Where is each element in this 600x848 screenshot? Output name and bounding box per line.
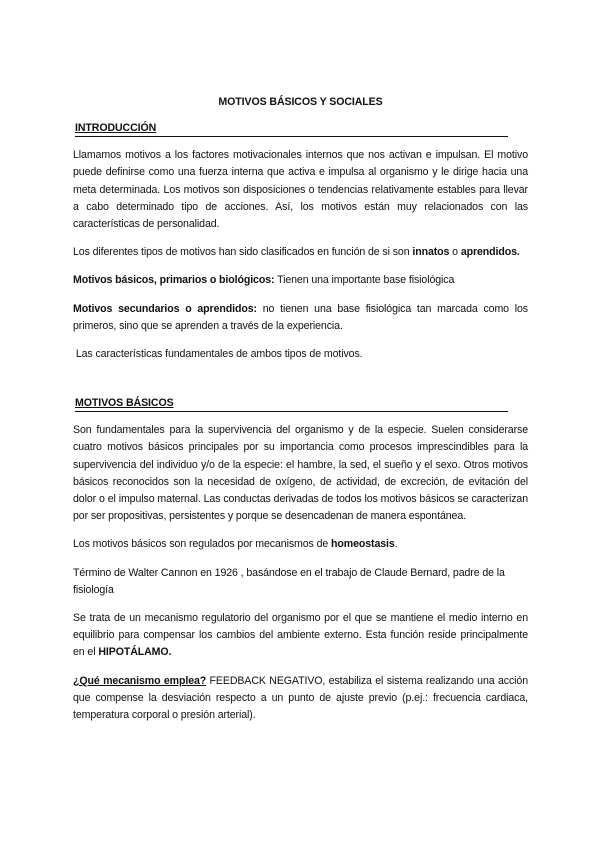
paragraph-intro-definition: Llamamos motivos a los factores motivacionales internos que nos activan e impulsan. El motivo puede definirse como una fuerza interna que activa e impulsa al organismo y le dirige hacia una meta determinada. Los motivos son disposiciones o tendencias relativamente estables para llevar a cabo determinado tipo de acciones. Así, los motivos están muy relacionados con las características de personalidad.	[73, 149, 528, 231]
text-run: Se trata de un mecanismo regulatorio del organismo por el que se mantiene el medio interno en equilibrio para compensar los cambios del ambiente externo. Esta función reside principalmente en el	[73, 612, 528, 659]
text-run: .	[394, 538, 398, 551]
text-run: Los diferentes tipos de motivos han sido clasificados en función de si son	[73, 246, 413, 259]
text-run: Los motivos básicos son regulados por mecanismos de	[73, 538, 332, 551]
paragraph-motivos-secundarios-def	[73, 301, 528, 335]
text-run: no tienen una base fisiológica tan marcada como los primeros, sino que se aprenden a través de la experiencia.	[73, 302, 528, 332]
paragraph-mecanismo-regulatorio	[73, 610, 528, 662]
paragraph-feedback	[73, 673, 528, 725]
document-body	[73, 94, 528, 735]
section-heading-introduccion	[75, 121, 508, 137]
paragraph-classification	[73, 244, 528, 261]
section-heading-motivos-basicos	[75, 396, 508, 412]
spacer	[73, 374, 528, 396]
paragraph-caracteristicas: Las características fundamentales de ambos tipos de motivos.	[73, 348, 363, 361]
term-homeostasis: homeostasis	[331, 538, 395, 551]
question-mecanismo: ¿Qué mecanismo emplea?	[73, 674, 207, 687]
paragraph-cannon: Término de Walter Cannon en 1926 , basándose en el trabajo de Claude Bernard, padre de la fisiología	[73, 566, 505, 596]
term-innatos: innatos	[412, 246, 450, 259]
text-run: o	[449, 246, 461, 259]
term-hipotalamo: HIPOTÁLAMO.	[98, 646, 172, 659]
text-run: Tienen una importante base fisiológica	[274, 274, 455, 287]
term-motivos-secundarios: Motivos secundarios o aprendidos:	[73, 302, 257, 315]
text-run: FEEDBACK NEGATIVO, estabiliza el sistema realizando una acción que compense la desviación respecto a un punto de ajuste previo (p.ej.: frecuencia cardiaca, temperatura corporal o presión arterial).	[73, 674, 528, 722]
paragraph-motivos-basicos-def	[73, 272, 528, 289]
paragraph-homeostasis	[73, 536, 528, 553]
term-aprendidos: aprendidos.	[460, 246, 520, 259]
term-motivos-basicos: Motivos básicos, primarios o biológicos:	[73, 274, 275, 287]
section-heading-text: MOTIVOS BÁSICOS	[75, 397, 174, 410]
paragraph-basicos-description: Son fundamentales para la supervivencia del organismo y de la especie. Suelen considerarse cuatro motivos básicos principales por su importancia como procesos imprescindibles para la supervivencia del individuo y/o de la especie: el hambre, la sed, el sueño y el sexo. Otros motivos básicos reconocidos son la necesidad de oxígeno, de actividad, de excreción, de evitación del dolor o el impulso maternal. Las conductas derivadas de todos los motivos básicos se caracterizan por ser propositivas, persistentes y porque se desencadenan de manera espontánea.	[73, 424, 528, 523]
document-title: MOTIVOS BÁSICOS Y SOCIALES	[218, 96, 383, 108]
section-heading-text: INTRODUCCIÓN	[75, 122, 157, 135]
